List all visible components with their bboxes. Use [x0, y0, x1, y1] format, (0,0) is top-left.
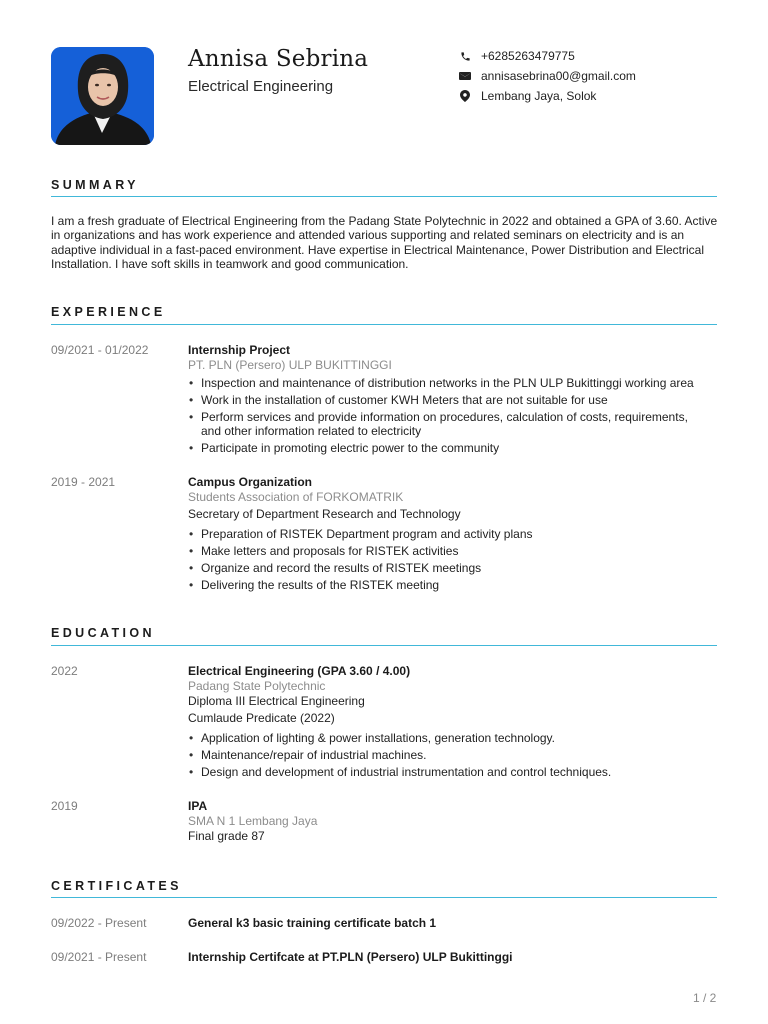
email-icon: [459, 70, 471, 82]
certificate-title: General k3 basic training certificate batch 1: [188, 916, 437, 930]
experience-entry: [188, 475, 718, 595]
entry-date: 09/2021 - Present: [51, 950, 147, 964]
entry-date: 2019: [51, 799, 78, 813]
profile-photo: [51, 47, 154, 145]
entry-role: Secretary of Department Research and Technology: [188, 507, 461, 521]
entry-date: 09/2022 - Present: [51, 916, 147, 930]
divider: [51, 645, 717, 646]
bullet-item: • Design and development of industrial instrumentation and control techniques.: [188, 765, 718, 779]
entry-title: Campus Organization: [188, 475, 313, 489]
certificate-title: Internship Certifcate at PT.PLN (Persero) ULP Bukittinggi: [188, 950, 513, 964]
summary-line: I am a fresh graduate of Electrical Engineering from the Padang State Polytechnic in 2022 and obtained a GPA of 3.60. Active: [51, 214, 718, 228]
bullet-list: [188, 527, 718, 592]
education-entry: [188, 799, 718, 845]
bullet-item: • Make letters and proposals for RISTEK activities: [188, 544, 718, 558]
entry-organization: Students Association of FORKOMATRIK: [188, 490, 404, 504]
summary-line: Installation. I have soft skills in teamwork and good communication.: [51, 256, 409, 271]
bullet-item: • Participate in promoting electric power to the community: [188, 441, 718, 455]
candidate-role: Electrical Engineering: [188, 78, 334, 95]
section-title-summary: SUMMARY: [51, 178, 139, 192]
entry-title: IPA: [188, 799, 208, 813]
bullet-list: [188, 731, 718, 779]
section-title-experience: EXPERIENCE: [51, 305, 166, 319]
entry-date: 09/2021 - 01/2022: [51, 343, 149, 357]
bullet-item: • Perform services and provide information on procedures, calculation of costs, requirements, and other information related to electricity: [188, 410, 701, 438]
entry-date: 2019 - 2021: [51, 475, 116, 489]
contact-location: [459, 86, 636, 106]
summary-text: [51, 214, 723, 271]
entry-title: Internship Project: [188, 343, 291, 357]
entry-predicate: Cumlaude Predicate (2022): [188, 711, 335, 725]
candidate-name: Annisa Sebrina: [188, 46, 369, 72]
entry-degree: Diploma III Electrical Engineering: [188, 694, 365, 708]
experience-entry: [188, 343, 718, 458]
contact-block: [459, 46, 636, 106]
location-icon: [459, 90, 471, 102]
summary-line: adaptive individual in a fast-paced environment. Have expertise in Electrical Maintenance, Power Distribution and Electrical: [51, 242, 705, 257]
bullet-item: • Preparation of RISTEK Department program and activity plans: [188, 527, 718, 541]
bullet-item: • Delivering the results of the RISTEK meeting: [188, 578, 718, 592]
contact-email[interactable]: [459, 66, 636, 86]
education-entry: [188, 664, 718, 782]
bullet-item: • Maintenance/repair of industrial machines.: [188, 748, 718, 762]
divider: [51, 324, 717, 325]
divider: [51, 196, 717, 197]
entry-institution: Padang State Polytechnic: [188, 679, 326, 693]
page-indicator: 1 / 2: [693, 991, 717, 1005]
bullet-list: [188, 376, 718, 455]
email-text: annisasebrina00@gmail.com: [481, 69, 636, 83]
entry-title: Electrical Engineering (GPA 3.60 / 4.00): [188, 664, 411, 678]
bullet-item: • Organize and record the results of RISTEK meetings: [188, 561, 718, 575]
contact-phone[interactable]: [459, 46, 636, 66]
entry-grade: Final grade 87: [188, 829, 265, 843]
phone-icon: [459, 50, 471, 62]
location-text: Lembang Jaya, Solok: [481, 89, 597, 103]
bullet-item: • Inspection and maintenance of distribution networks in the PLN ULP Bukittinggi working area: [188, 376, 718, 390]
divider: [51, 897, 717, 898]
entry-institution: SMA N 1 Lembang Jaya: [188, 814, 318, 828]
section-title-certificates: CERTIFICATES: [51, 879, 182, 893]
entry-date: 2022: [51, 664, 78, 678]
summary-line: in organizations and has work experience and attended various supporting and related seminars on electricity and is an: [51, 228, 685, 243]
section-title-education: EDUCATION: [51, 626, 155, 640]
phone-text: +6285263479775: [481, 49, 575, 63]
entry-organization: PT. PLN (Persero) ULP BUKITTINGGI: [188, 358, 392, 372]
bullet-item: • Work in the installation of customer KWH Meters that are not suitable for use: [188, 393, 718, 407]
bullet-item: • Application of lighting & power installations, generation technology.: [188, 731, 718, 745]
